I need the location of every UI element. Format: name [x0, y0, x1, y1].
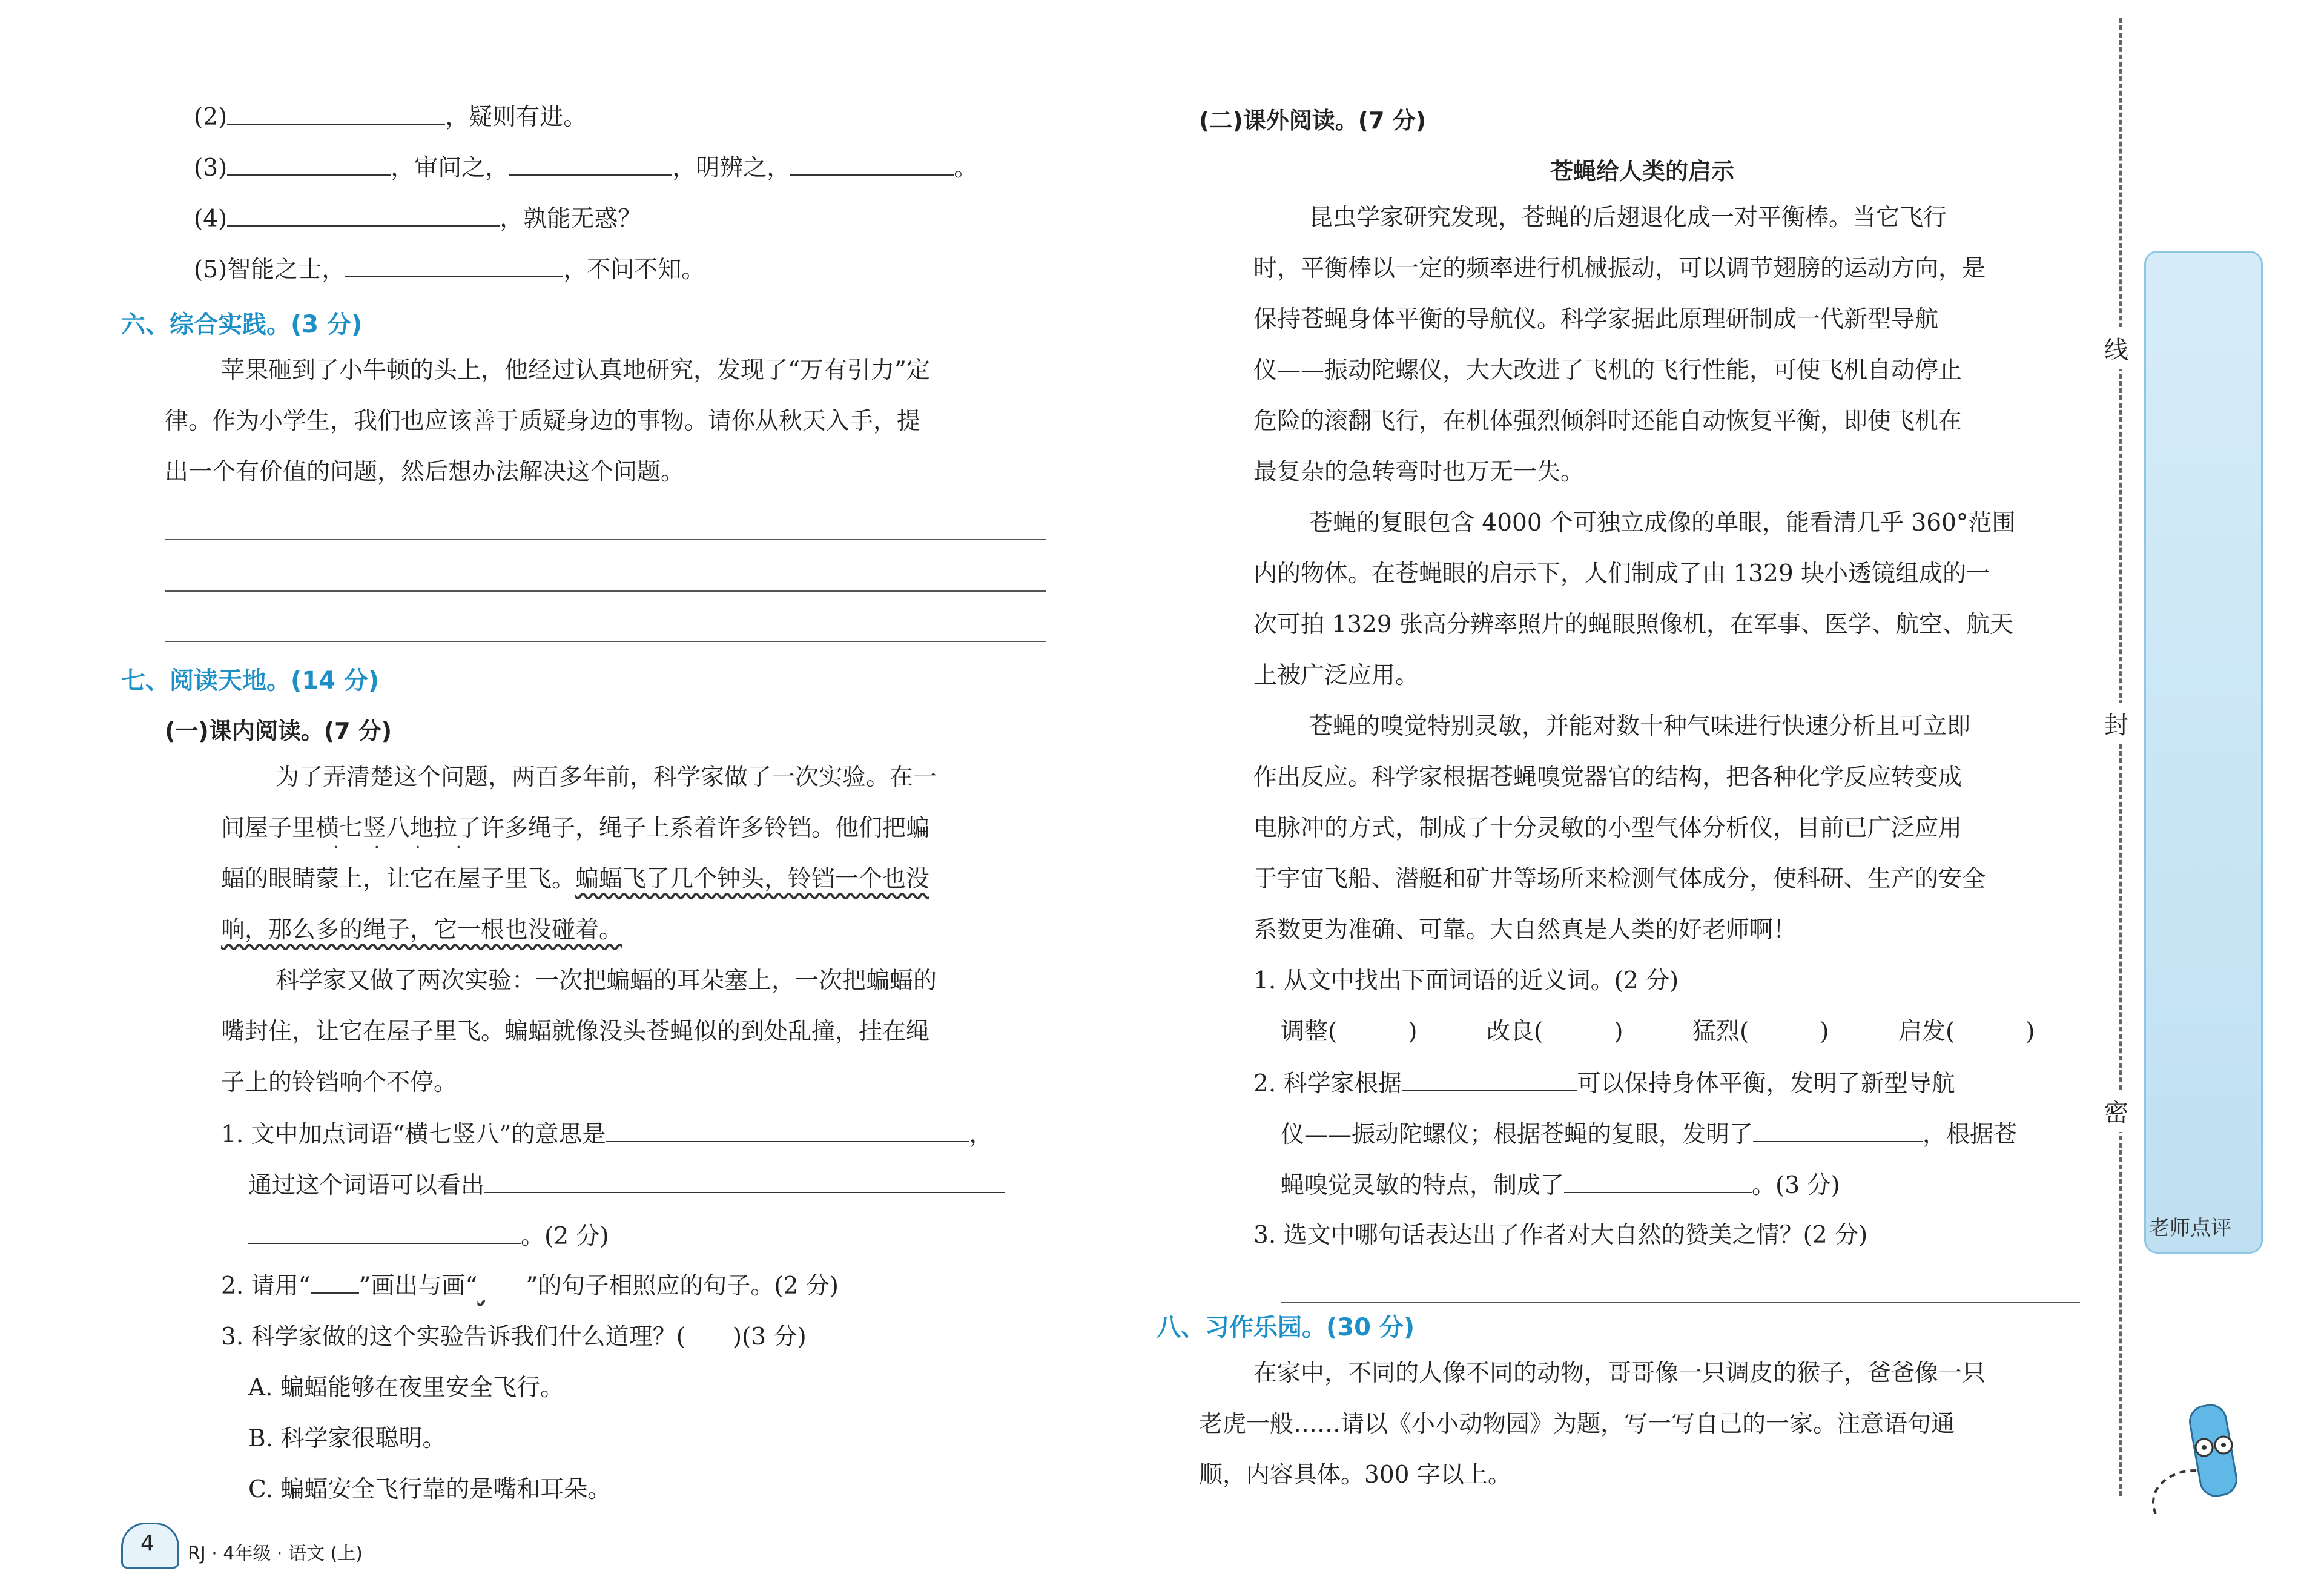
- question-1-c: 。(2 分): [248, 1221, 609, 1251]
- article-line: 时，平衡棒以一定的频率进行机械振动，可以调节翅膀的运动方向，是: [1253, 255, 1986, 282]
- option-b[interactable]: B. 科学家很聪明。: [248, 1425, 446, 1452]
- article-line: 电脉冲的方式，制成了十分灵敏的小型气体分析仪，目前已广泛应用: [1253, 815, 1963, 842]
- article-line: 苍蝇的嗅觉特别灵敏，并能对数十种气味进行快速分析且可立即: [1309, 713, 1971, 740]
- blank[interactable]: [484, 1170, 1005, 1193]
- article-line: 昆虫学家研究发现，苍蝇的后翅退化成一对平衡棒。当它飞行: [1309, 204, 1947, 231]
- blank[interactable]: [345, 254, 563, 277]
- article-line: 保持苍蝇身体平衡的导航仪。科学家据此原理研制成一代新型导航: [1253, 306, 1939, 333]
- sec6-line: 苹果砸到了小牛顿的头上，他经过认真地研究，发现了“万有引力”定: [221, 357, 930, 384]
- margin-char-feng: 封: [2104, 703, 2128, 744]
- section-8-title: 八、习作乐园。(30 分): [1157, 1314, 1415, 1341]
- sec6-line: 律。作为小学生，我们也应该善于质疑身边的事物。请你从秋天入手，提: [165, 408, 921, 435]
- margin-char-mi: 密: [2104, 1090, 2128, 1132]
- sec8-line: 老虎一般……请以《小小动物园》为题，写一写自己的一家。注意语句通: [1199, 1411, 1955, 1438]
- question-3: 3. 科学家做的这个实验告诉我们什么道理？( )(3 分): [221, 1323, 807, 1351]
- article-line: 仪——振动陀螺仪，大大改进了飞机的飞行性能，可使飞机自动停止: [1253, 357, 1963, 384]
- r-question-2-b: 仪——振动陀螺仪；根据苍蝇的复眼，发明了 ，根据苍: [1281, 1119, 2017, 1149]
- section-7-title: 七、阅读天地。(14 分): [121, 667, 380, 695]
- answer-line[interactable]: [1281, 1302, 2080, 1303]
- option-a[interactable]: A. 蝙蝠能够在夜里安全飞行。: [248, 1374, 564, 1401]
- question-1-b: 通过这个词语可以看出: [248, 1170, 1005, 1200]
- blank[interactable]: [1402, 1068, 1577, 1091]
- teacher-comment-box[interactable]: [2144, 251, 2263, 1254]
- blank[interactable]: [227, 153, 391, 176]
- answer-line[interactable]: [165, 590, 1046, 592]
- article-line: 危险的滚翻飞行，在机体强烈倾斜时还能自动恢复平衡，即使飞机在: [1253, 408, 1963, 435]
- blank[interactable]: [248, 1221, 521, 1244]
- blank[interactable]: [227, 102, 445, 125]
- question-1: 1. 文中加点词语“横七竖八”的意思是 ，: [221, 1119, 993, 1149]
- section-6-title: 六、综合实践。(3 分): [121, 311, 363, 339]
- subsection-1-title: (一)课内阅读。(7 分): [165, 718, 392, 744]
- footer-text: RJ · 4年级 · 语文 (上): [188, 1543, 363, 1564]
- passage-line: 子上的铃铛响个不停。: [221, 1069, 458, 1096]
- passage-line: 响，那么多的绳子，它一根也没碰着。: [221, 916, 623, 944]
- fill-q5: (5)智能之士， ，不问不知。: [194, 254, 705, 285]
- sec8-line: 在家中，不同的人像不同的动物，哥哥像一只调皮的猴子，爸爸像一只: [1253, 1360, 1986, 1387]
- blank[interactable]: [1564, 1170, 1752, 1193]
- page-number: 4: [140, 1531, 154, 1556]
- r-question-2: 2. 科学家根据 可以保持身体平衡，发明了新型导航: [1253, 1068, 1955, 1099]
- article-line: 内的物体。在苍蝇眼的启示下，人们制成了由 1329 块小透镜组成的一: [1253, 560, 1990, 587]
- article-line: 于宇宙飞船、潜艇和矿井等场所来检测气体成分，使科研、生产的安全: [1253, 865, 1986, 893]
- blank[interactable]: [790, 153, 954, 176]
- question-2: 2. 请用“ ”画出与画“ ”的句子相照应的句子。(2 分): [221, 1272, 839, 1300]
- sec8-line: 顺，内容具体。300 字以上。: [1199, 1461, 1511, 1489]
- synonym-2[interactable]: 改良( ): [1487, 1018, 1623, 1045]
- fill-q3: (3) ，审问之， ，明辨之， 。: [194, 153, 977, 183]
- article-line: 次可拍 1329 张高分辨率照片的蝇眼照像机，在军事、医学、航空、航天: [1253, 611, 2014, 638]
- synonym-3[interactable]: 猛烈( ): [1692, 1018, 1829, 1045]
- article-line: 上被广泛应用。: [1253, 662, 1419, 689]
- answer-line[interactable]: [165, 539, 1046, 540]
- teacher-comment-label: 老师点评: [2149, 1216, 2231, 1240]
- r-question-1: 1. 从文中找出下面词语的近义词。(2 分): [1253, 967, 1679, 994]
- blank[interactable]: [509, 153, 672, 176]
- synonym-4[interactable]: 启发( ): [1898, 1018, 2035, 1045]
- article-line: 系数更为准确、可靠。大自然真是人类的好老师啊！: [1253, 916, 1797, 944]
- article-title: 苍蝇给人类的启示: [1550, 158, 1735, 185]
- passage-line: 嘴封住，让它在屋子里飞。蝙蝠就像没头苍蝇似的到处乱撞，挂在绳: [221, 1018, 930, 1045]
- binding-line: [2119, 18, 2122, 1496]
- pencil-mascot-icon: [2144, 1393, 2259, 1514]
- passage-line: 间屋子里横七竖八地拉了许多绳子，绳子上系着许多铃铛。他们把蝙: [221, 815, 930, 842]
- synonym-1[interactable]: 调整( ): [1281, 1018, 1418, 1045]
- fill-q2: (2) ，疑则有进。: [194, 102, 587, 132]
- sec6-line: 出一个有价值的问题，然后想办法解决这个问题。: [165, 458, 685, 486]
- r-question-3: 3. 选文中哪句话表达出了作者对大自然的赞美之情？(2 分): [1253, 1222, 1868, 1249]
- blank[interactable]: [1753, 1119, 1923, 1142]
- article-line: 苍蝇的复眼包含 4000 个可独立成像的单眼，能看清几乎 360°范围: [1309, 509, 2016, 537]
- article-line: 作出反应。科学家根据苍蝇嗅觉器官的结构，把各种化学反应转变成: [1253, 764, 1963, 791]
- subsection-2-title: (二)课外阅读。(7 分): [1199, 107, 1427, 134]
- passage-line: 科学家又做了两次实验：一次把蝙蝠的耳朵塞上，一次把蝙蝠的: [276, 967, 937, 994]
- r-question-2-c: 蝇嗅觉灵敏的特点，制成了 。(3 分): [1281, 1170, 1840, 1200]
- passage-line: 为了弄清楚这个问题，两百多年前，科学家做了一次实验。在一: [276, 764, 937, 791]
- straight-line-mark: [311, 1274, 359, 1294]
- emphasis-dots: ····: [333, 837, 497, 858]
- option-c[interactable]: C. 蝙蝠安全飞行靠的是嘴和耳朵。: [248, 1476, 612, 1503]
- margin-char-xian: 线: [2104, 327, 2128, 369]
- passage-line: 蝠的眼睛蒙上，让它在屋子里飞。蝙蝠飞了几个钟头，铃铛一个也没: [221, 865, 930, 893]
- blank[interactable]: [606, 1119, 969, 1142]
- answer-line[interactable]: [165, 641, 1046, 642]
- blank[interactable]: [227, 203, 500, 227]
- article-line: 最复杂的急转弯时也万无一失。: [1253, 458, 1585, 486]
- wavy-line-mark: [477, 1272, 526, 1301]
- fill-q4: (4) ，孰能无惑？: [194, 203, 641, 234]
